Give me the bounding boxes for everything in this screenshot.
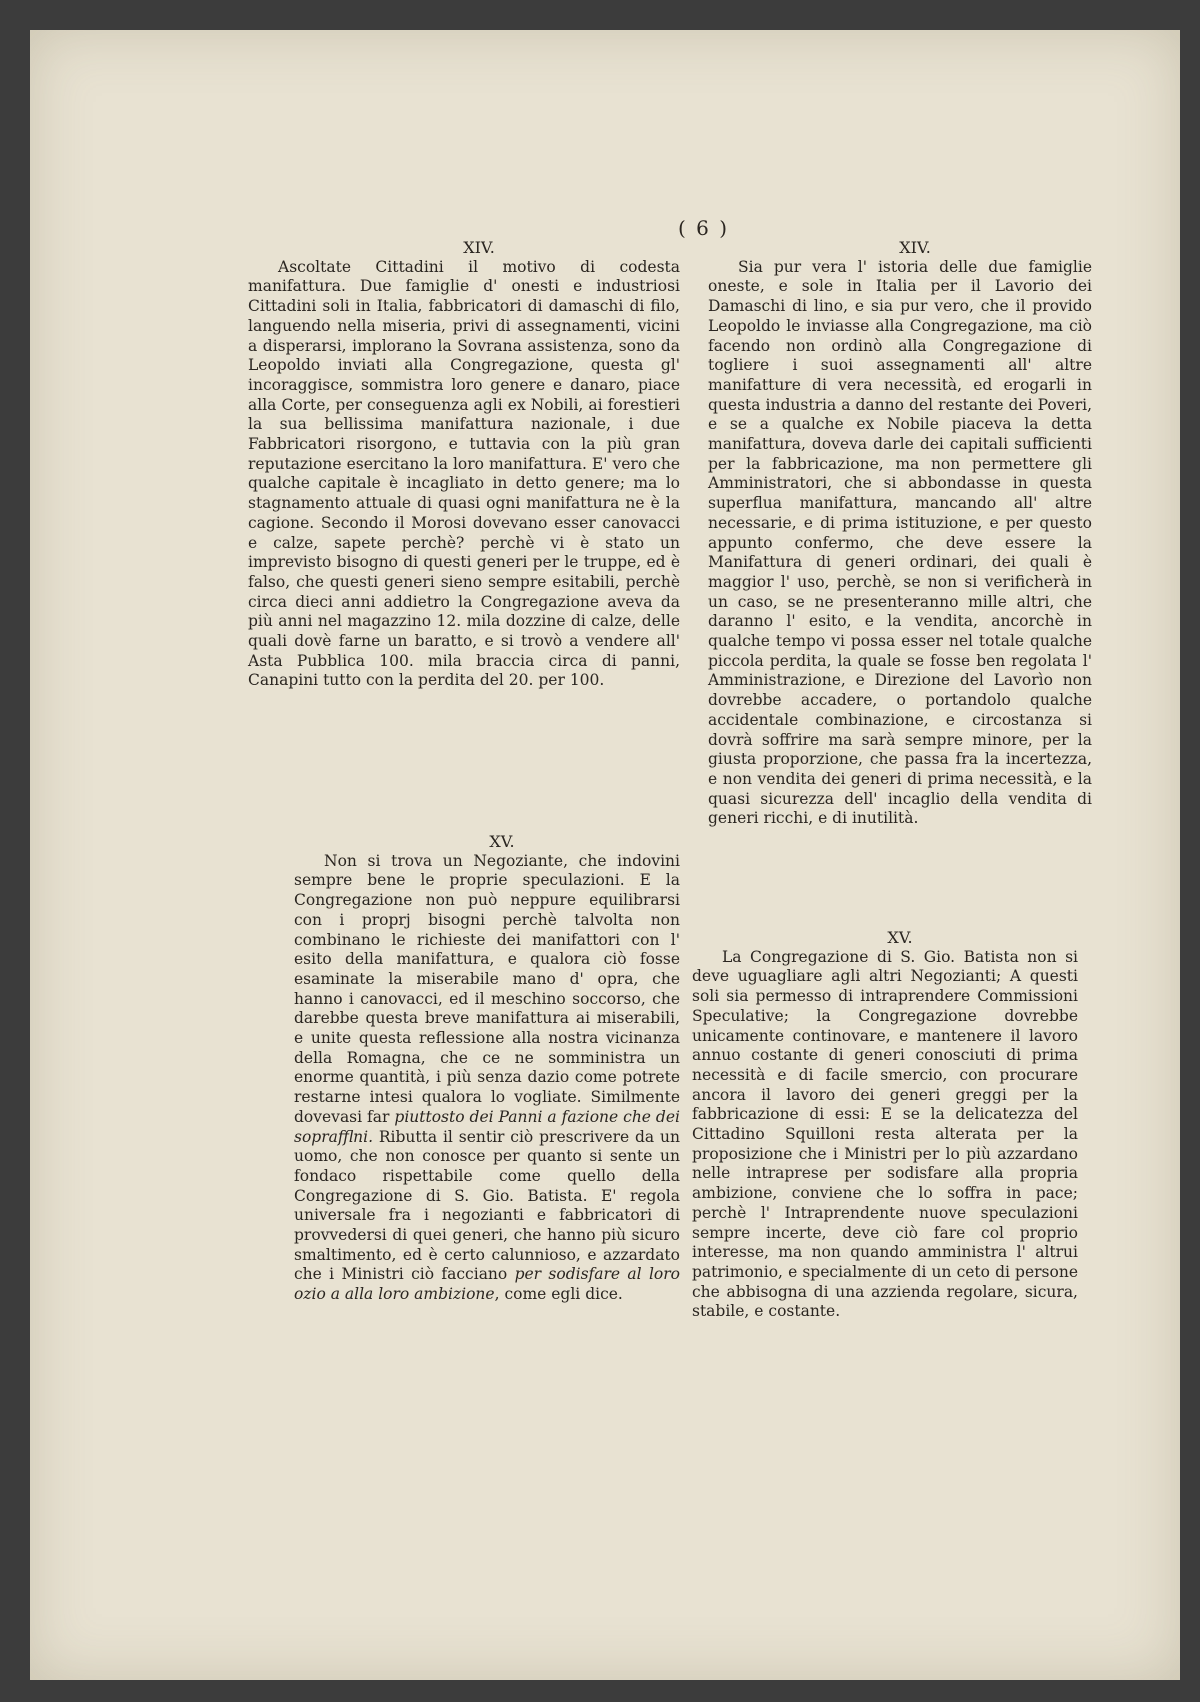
section-text: Sia pur vera l' istoria delle due famiglie oneste, e sole in Italia per il Lavorio dei Damaschi di lino, e sia pur vero, che il provido Leopoldo le inviasse alla Congregazione, ma ciò facendo non ordinò alla Congregazione di togliere i suoi assegnamenti all' altre manifatture di vera necessità, ed erogarli in questa industria a danno del restante dei Poveri, e se a qualche ex Nobile piaceva la detta manifattura, doveva darle dei capitali sufficienti per la fabbricazione, ma non permettere gli Amministratori, che si abbondasse in questa superflua manifattura, mancando all' altre necessarie, e di prima istituzione, e per questo appunto confermo, che deve essere la Manifattura di generi ordinari, dei quali è maggior l' uso, perchè, se non si verificherà in un caso, se ne presenteranno mille altri, che daranno l' esito, e la vendita, ancorchè in qualche tempo vi possa esser nel totale qualche piccola perdita, la quale se fosse ben regolata l' Amministrazione, e Direzione del Lavorìo non dovrebbe accadere, o portandolo qualche accidentale combinazione, e circostanza si dovrà soffrire ma sarà sempre minore, per la giusta proporzione, che passa fra la incertezza, e non vendita dei generi di prima necessità, e la quasi sicurezza dell' incaglio della vendita di generi ricchi, e di inutilità. [708, 257, 1092, 828]
section-text: La Congregazione di S. Gio. Batista non si deve uguagliare agli altri Negozianti; A questi soli sia permesso di intraprendere Commissioni Speculative; la Congregazione dovrebbe unicamente continovare, e mantenere il lavoro annuo costante di generi conosciuti di prima necessità e di facile smercio, con procurare ancora il lavoro dei generi greggi per la fabbricazione di essi: E se la delicatezza del Cittadino Squilloni resta alterata per la proposizione che i Ministri per lo più azzardano nelle intraprese per sodisfare alla propria ambizione, conviene che lo soffra in pace; perchè l' Intraprendente nuove speculazioni sempre incerte, deve ciò fare col proprio interesse, ma non quando amministra l' altrui patrimonio, e specialmente di un ceto di persone che abbisogna di una azzienda regolare, sicura, stabile, e costante. [692, 947, 1078, 1321]
page-number: ( 6 ) [678, 216, 730, 240]
section-text: Ascoltate Cittadini il motivo di codesta manifattura. Due famiglie d' onesti e industriosi Cittadini soli in Italia, fabbricatori di damaschi di filo, languendo nella miseria, privi di assegnamenti, vicini a disperarsi, implorano la Sovrana assistenza, sono da Leopoldo inviati alla Congregazione, questa gl' incoraggisce, sommistra loro genere e danaro, piace alla Corte, per conseguenza agli ex Nobili, ai forestieri la sua bellissima manifattura nazionale, i due Fabbricatori risorgono, e tuttavia con la più gran reputazione esercitano la loro manifattura. E' vero che qualche capitale è incagliato in detto genere; ma lo stagnamento attuale di quasi ogni manifattura ne è la cagione. Secondo il Morosi dovevano esser canovacci e calze, sapete perchè? perchè vi è stato un imprevisto bisogno di questi generi per le truppe, ed è falso, che questi generi sieno sempre esitabili, perchè circa dieci anni addietro la Congregazione aveva da più anni nel magazzino 12. mila dozzine di calze, delle quali dovè farne un baratto, e si trovò a vendere all' Asta Pubblica 100. mila braccia circa di panni, Canapini tutto con la perdita del 20. per 100. [248, 257, 680, 690]
right-section-xv [692, 928, 1078, 1322]
left-section-xv [294, 832, 680, 1305]
text-part: , come egli dice. [494, 1285, 623, 1304]
page-sheet [30, 30, 1180, 1680]
left-section-xiv [248, 238, 680, 691]
section-heading: XV. [489, 832, 515, 851]
section-heading: XIV. [899, 238, 931, 257]
italic-phrase: piuttosto dei Panni a fazione che dei soprafflni. [294, 1107, 680, 1146]
section-text [294, 852, 680, 1305]
right-section-xiv [708, 238, 1092, 829]
section-heading: XV. [887, 928, 913, 947]
italic-phrase: per sodisfare al loro ozio a alla loro ambizione [294, 1265, 680, 1304]
text-part: Non si trova un Negoziante, che indovini sempre bene le proprie speculazioni. E la Congregazione non può neppure equilibrarsi con i proprj bisogni perchè talvolta non combinano le richieste dei manifattori con l' esito della manifattura, e qualora ciò fosse esaminate la miserabile mano d' opra, che hanno i canovacci, ed il meschino soccorso, che darebbe questa breve manifattura ai miserabili, e unite questa reflessione alla nostra vicinanza della Romagna, che ce ne somministra un enorme quantità, i più senza dazio come potrete restarne intesi qualora lo vogliate. Similmente dovevasi far [294, 851, 680, 1126]
section-heading: XIV. [463, 238, 495, 257]
text-part: Ributta il sentir ciò prescrivere da un uomo, che non conosce per quanto si sente un fondaco rispettabile come quello della Congregazione di S. Gio. Batista. E' regola universale fra i negozianti e fabbricatori di provvedersi di quei generi, che hanno più sicuro smaltimento, ed è certo calunnioso, e azzardato che i Ministri ciò facciano [294, 1127, 680, 1284]
